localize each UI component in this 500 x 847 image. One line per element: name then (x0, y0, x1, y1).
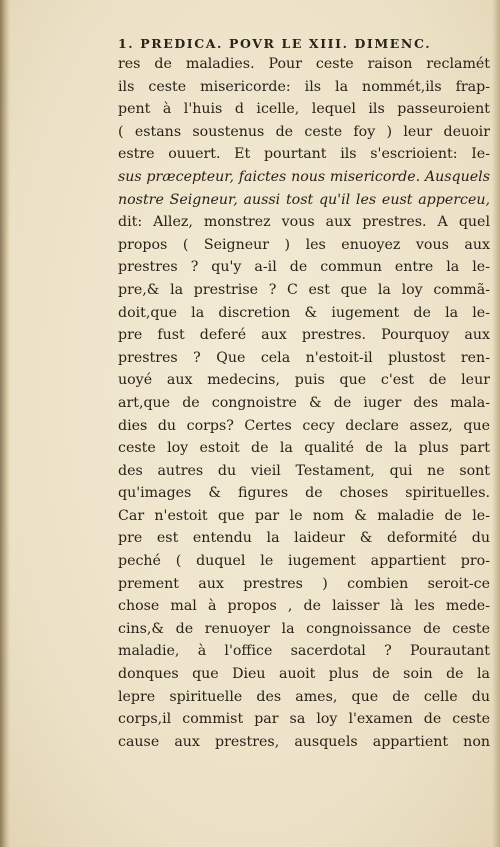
page-edge-shadow (492, 0, 500, 847)
text-line: pre est entendu la laideur & deformité du (118, 530, 490, 547)
text-line: doit,que la discretion & iugement de la le- (118, 304, 490, 321)
running-head: 1. PREDICA. POVR LE XIII. DIMENC. (118, 36, 432, 51)
text-line: ( estans soustenus de ceste foy ) leur deuoir (118, 123, 490, 140)
text-line: qu'images & figures de choses spirituelles. (118, 485, 490, 502)
text-line: prestres ? Que cela n'estoit-il plustost ren- (118, 349, 490, 366)
text-line: dit: Allez, monstrez vous aux prestres. A quel (118, 214, 490, 231)
text-line: corps,il commist par sa loy l'examen de ceste (118, 711, 490, 728)
text-line: dies du corps? Certes cecy declare assez, que (118, 417, 490, 434)
text-line: res de maladies. Pour ceste raison reclamét (118, 56, 490, 72)
text-line: ils ceste misericorde: ils la nommét,ils frap- (118, 78, 490, 95)
text-line: Car n'estoit que par le nom & maladie de le- (118, 507, 490, 524)
text-line: chose mal à propos , de laisser là les mede- (118, 598, 490, 615)
text-line-italic: sus præcepteur, faictes nous misericorde. Ausquels (118, 168, 490, 185)
text-line: pent à l'huis d icelle, lequel ils passeuroient (118, 101, 490, 118)
text-line: pre,& la prestrise ? C est que la loy commã- (118, 281, 490, 298)
body-text (118, 53, 490, 753)
text-line: cins,& de renuoyer la congnoissance de ceste (118, 620, 490, 637)
text-line: peché ( duquel le iugement appartient pro- (118, 553, 490, 570)
text-line: art,que de congnoistre & de iuger des mala- (118, 394, 490, 411)
text-line: ceste loy estoit de la qualité de la plus part (118, 440, 490, 457)
text-line: prestres ? qu'y a-il de commun entre la le- (118, 259, 490, 276)
text-line: prement aux prestres ) combien seroit-ce (118, 575, 490, 592)
text-line: propos ( Seigneur ) les enuoyez vous aux (118, 236, 490, 253)
text-line: lepre spirituelle des ames, que de celle du (118, 688, 490, 705)
text-line-italic: nostre Seigneur, aussi tost qu'il les eust apperceu, (118, 191, 490, 208)
text-line: pre fust deferé aux prestres. Pourquoy aux (118, 327, 490, 344)
text-line: des autres du vieil Testament, qui ne sont (118, 462, 490, 479)
text-line: donques que Dieu auoit plus de soin de la (118, 666, 490, 683)
text-line: maladie, à l'office sacerdotal ? Pourautant (118, 643, 490, 660)
text-line: cause aux prestres, ausquels appartient non (118, 733, 490, 750)
text-line: estre ouuert. Et pourtant ils s'escrioient: Ie- (118, 146, 490, 163)
text-line: uoyé aux medecins, puis que c'est de leur (118, 372, 490, 389)
page-gutter-shadow (0, 0, 10, 847)
